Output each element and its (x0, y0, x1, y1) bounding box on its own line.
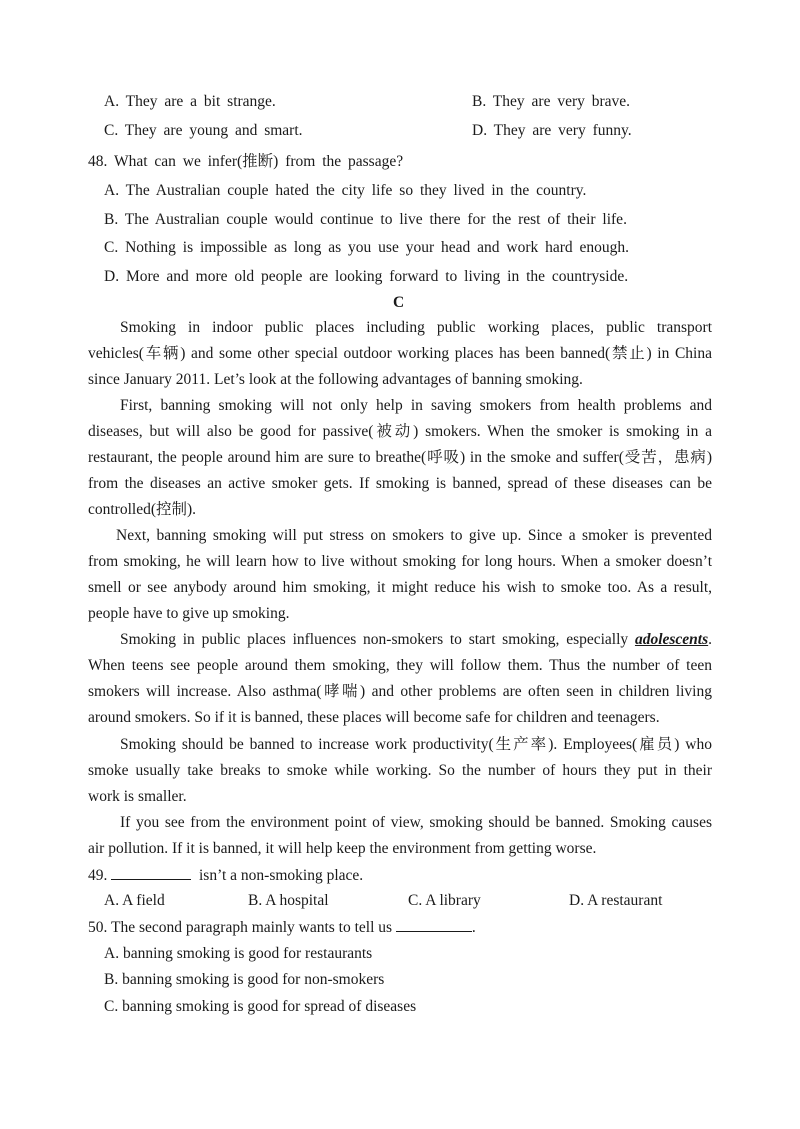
p2-line-1: First, banning smoking will not only help in saving smokers from health problems and (120, 397, 712, 414)
p2-line-5: controlled(控制). (88, 501, 197, 518)
section-c-heading: C (393, 294, 405, 311)
q49-stem (88, 865, 363, 886)
q49-option-b: B. A hospital (248, 892, 329, 909)
p6-line-2: air pollution. If it is banned, it will help keep the environment from getting worse. (88, 840, 597, 857)
q48-option-b: B. The Australian couple would continue to live there for the rest of their life. (104, 211, 627, 228)
q49-number: 49. (88, 867, 108, 884)
p5-line-3: work is smaller. (88, 788, 187, 805)
q49-option-d: D. A restaurant (569, 892, 663, 909)
q50-stem (88, 917, 476, 938)
p4-line-2: When teens see people around them smoking, they will follow them. Thus the number of teen (88, 657, 712, 674)
q48-stem: 48. What can we infer(推断) from the passage? (88, 153, 404, 170)
q47-option-b: B. They are very brave. (472, 93, 631, 110)
p4-line-1-period: . (708, 631, 713, 648)
q50-stem-text: 50. The second paragraph mainly wants to tell us (88, 919, 393, 936)
p3-line-2: from smoking, he will learn how to live without smoking for long hours. When a smoker doesn’t (88, 553, 712, 570)
p4-line-4: around smokers. So if it is banned, these places will become safe for children and teenagers. (88, 709, 660, 726)
p4-line-3: smokers will increase. Also asthma(哮喘) and other problems are often seen in children living (88, 683, 712, 700)
p1-line-2: vehicles(车辆) and some other special outdoor working places has been banned(禁止) in China (88, 345, 712, 362)
p5-line-1: Smoking should be banned to increase work productivity(生产率). Employees(雇员) who (120, 736, 712, 753)
p2-line-2: diseases, but will also be good for passive(被动) smokers. When the smoker is smoking in a (88, 423, 712, 440)
q50-option-b: B. banning smoking is good for non-smokers (104, 971, 385, 988)
p3-line-1: Next, banning smoking will put stress on smokers to give up. Since a smoker is prevented (116, 527, 712, 544)
p5-line-2: smoke usually take breaks to smoke while working. So the number of hours they put in their (88, 762, 712, 779)
keyword-adolescents: adolescents (634, 631, 709, 648)
p6-line-1: If you see from the environment point of view, smoking should be banned. Smoking causes (120, 814, 712, 831)
q48-option-d: D. More and more old people are looking forward to living in the countryside. (104, 268, 629, 285)
p2-line-4: from the diseases an active smoker gets. If smoking is banned, spread of these diseases can be (88, 475, 712, 492)
q47-option-a: A. They are a bit strange. (104, 93, 276, 110)
p4-line-1-text: Smoking in public places influences non-smokers to start smoking, especially (120, 631, 629, 648)
q50-stem-period: . (471, 919, 476, 936)
q47-option-c: C. They are young and smart. (104, 122, 303, 139)
q49-option-a: A. A field (104, 892, 165, 909)
p2-line-3: restaurant, the people around him are sure to breathe(呼吸) in the smoke and suffer(受苦，患病) (88, 449, 712, 466)
q48-option-a: A. The Australian couple hated the city life so they lived in the country. (104, 182, 587, 199)
q50-answer-blank[interactable] (396, 917, 472, 932)
q49-option-c: C. A library (408, 892, 481, 909)
q50-option-c: C. banning smoking is good for spread of diseases (104, 998, 417, 1015)
p3-line-3: smell or see anybody around him smoking, it might reduce his wish to smoke too. As a result, (88, 579, 712, 596)
q49-stem-text: isn’t a non-smoking place. (199, 867, 364, 884)
q47-option-d: D. They are very funny. (472, 122, 632, 139)
q50-option-a: A. banning smoking is good for restaurants (104, 945, 373, 962)
q49-answer-blank[interactable] (111, 865, 191, 880)
p1-line-1: Smoking in indoor public places including public working places, public transport (120, 319, 712, 336)
p4-line-1 (120, 630, 712, 650)
p1-line-3: since January 2011. Let’s look at the following advantages of banning smoking. (88, 371, 583, 388)
p3-line-4: people have to give up smoking. (88, 605, 290, 622)
q48-option-c: C. Nothing is impossible as long as you use your head and work hard enough. (104, 239, 630, 256)
